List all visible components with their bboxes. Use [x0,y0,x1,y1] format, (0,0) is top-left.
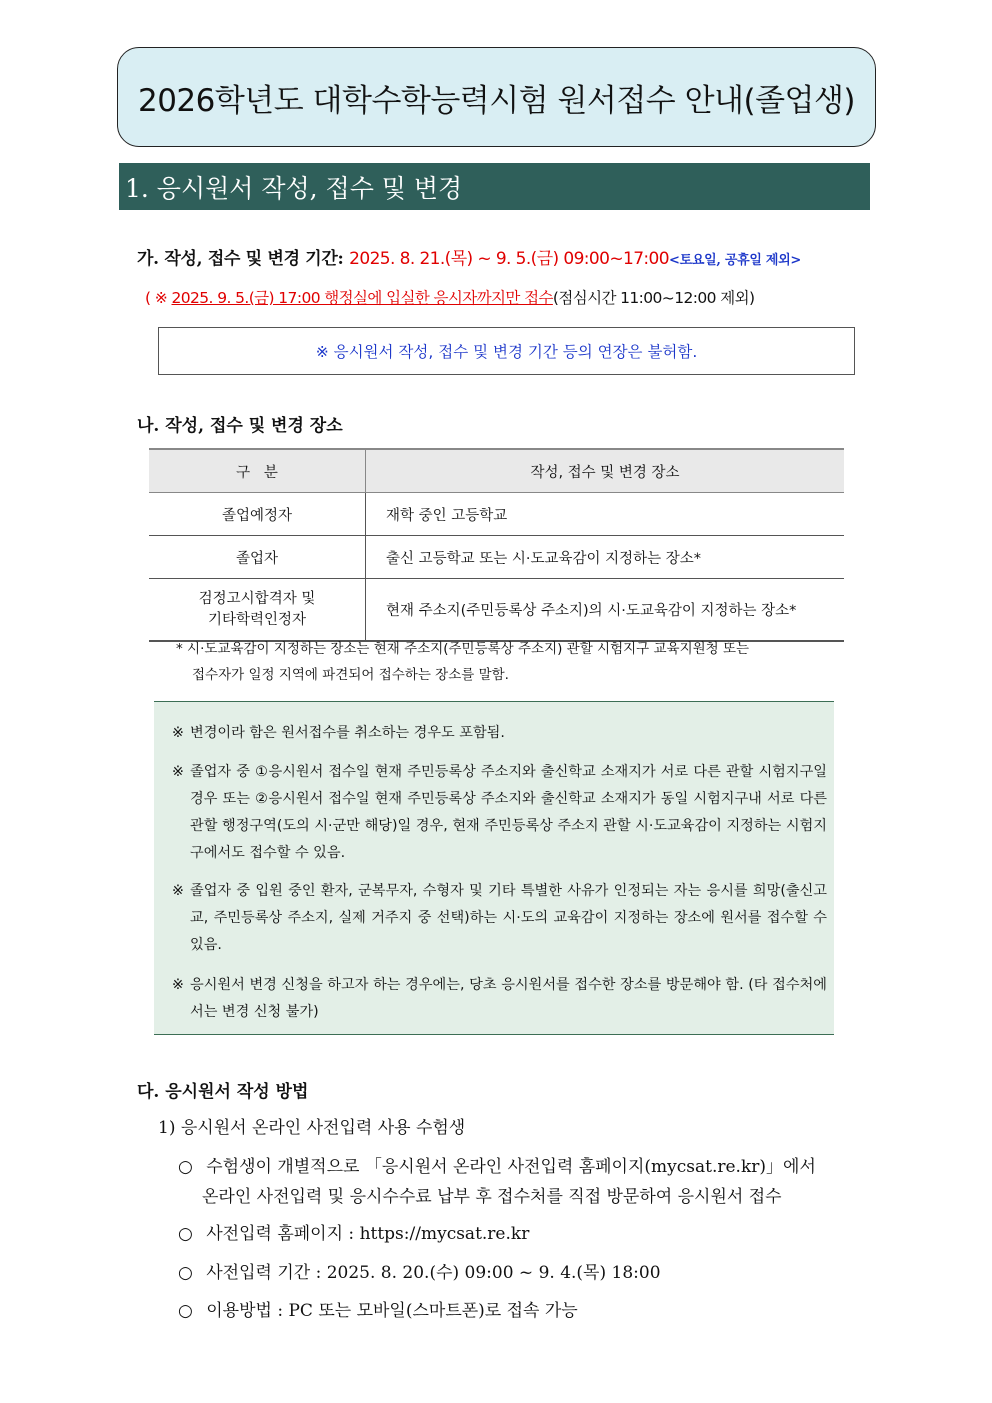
bullet-icon: ○ [178,1263,193,1283]
method-item-text: 사전입력 홈페이지 : https://mycsat.re.kr [206,1224,530,1244]
place-heading: 나. 작성, 접수 및 변경 장소 [137,416,343,436]
method-item-text: 사전입력 기간 : 2025. 8. 20.(수) 09:00 ~ 9. 4.(목) 18:00 [206,1263,661,1283]
note-mark: ※ [172,764,184,780]
table-row [149,536,844,579]
table-row [149,579,844,642]
table-header-row [149,449,844,493]
row-place: 현재 주소지(주민등록상 주소지)의 시·도교육감이 지정하는 장소* [366,579,845,642]
row-place: 출신 고등학교 또는 시·도교육감이 지정하는 장소* [366,536,845,579]
period-exclusion: <토요일, 공휴일 제외> [669,253,801,268]
deadline-mark: ※ [154,289,172,307]
deadline-text: 2025. 9. 5.(금) 17:00 행정실에 입실한 응시자까지만 접수 [171,289,553,307]
document-title: 2026학년도 대학수학능력시험 원서접수 안내(졸업생) [137,82,856,119]
note-item [172,720,827,747]
note-item [172,759,827,867]
note-item [172,878,827,959]
method-item-text: 수험생이 개별적으로 「응시원서 온라인 사전입력 홈페이지(mycsat.re.kr)」에서 [206,1157,816,1177]
table-row [149,493,844,536]
bullet-icon: ○ [178,1157,193,1177]
bullet-icon: ○ [178,1224,193,1244]
row-category: 졸업자 [149,536,366,579]
method-subheading: 1) 응시원서 온라인 사전입력 사용 수험생 [158,1118,466,1138]
header-category: 구 분 [149,449,366,493]
bullet-icon: ○ [178,1301,193,1321]
note-text: 졸업자 중 입원 중인 환자, 군복무자, 수형자 및 기타 특별한 사유가 인정되는 자는 응시를 희망(출신고교, 주민등록상 주소지, 실제 거주지 중 선택)하는 시·도의 교육감이 지정하는 장소에 원서를 접수할 수 있음. [190,883,827,953]
table-footnote-line2: 접수자가 일정 지역에 파견되어 접수하는 장소를 말함. [192,667,509,683]
row-category-line2: 기타학력인정자 [207,611,307,628]
section-1-header: 1. 응시원서 작성, 접수 및 변경 [119,163,870,210]
method-heading: 다. 응시원서 작성 방법 [137,1082,309,1102]
row-category-line1: 검정고시합격자 및 [198,590,316,607]
place-table [149,448,844,642]
note-mark: ※ [172,977,184,993]
period-label: 가. 작성, 접수 및 변경 기간: [137,249,350,269]
deadline-line [145,286,754,308]
deadline-note: (점심시간 11:00~12:00 제외) [552,289,755,307]
method-item-text: 이용방법 : PC 또는 모바일(스마트폰)로 접속 가능 [206,1301,578,1321]
note-mark: ※ [172,725,184,741]
method-item-1-line2: 온라인 사전입력 및 응시수수료 납부 후 접수처를 직접 방문하여 응시원서 접수 [202,1187,782,1207]
period-dates: 2025. 8. 21.(목) ~ 9. 5.(금) 09:00~17:00 [349,249,669,269]
method-item-4 [178,1296,578,1321]
note-text: 응시원서 변경 신청을 하고자 하는 경우에는, 당초 응시원서를 접수한 장소를 방문해야 함. (타 접수처에서는 변경 신청 불가) [190,977,827,1020]
notes-box [154,701,834,1035]
note-mark: ※ [172,883,184,899]
row-place: 재학 중인 고등학교 [366,493,845,536]
table-footnote-line1: * 시·도교육감이 지정하는 장소는 현재 주소지(주민등록상 주소지) 관할 시험지구 교육지원청 또는 [176,641,750,657]
row-category: 졸업예정자 [149,493,366,536]
note-text: 졸업자 중 ①응시원서 접수일 현재 주민등록상 주소지와 출신학교 소재지가 서로 다른 관할 시험지구일 경우 또는 ②응시원서 접수일 현재 주민등록상 주소지와 출신학교 소재지가 동일 시험지구내 서로 다른 관할 행정구역(도의 시·군만 해당)일 경우, 현재 주민등록상 주소지 관할 시·도교육감이 지정하는 시험지구에서도 접수할 수 있음. [190,764,827,861]
extension-notice: ※ 응시원서 작성, 접수 및 변경 기간 등의 연장은 불허함. [158,327,855,375]
row-category [149,579,366,642]
method-item-2 [178,1219,529,1244]
method-item-1 [178,1152,816,1177]
method-item-3 [178,1258,661,1283]
document-title-box [117,47,876,147]
deadline-open: ( [145,289,155,307]
header-place: 작성, 접수 및 변경 장소 [366,449,845,493]
note-text: 변경이라 함은 원서접수를 취소하는 경우도 포함됨. [190,725,505,741]
note-item [172,972,827,1026]
period-line [137,244,801,269]
